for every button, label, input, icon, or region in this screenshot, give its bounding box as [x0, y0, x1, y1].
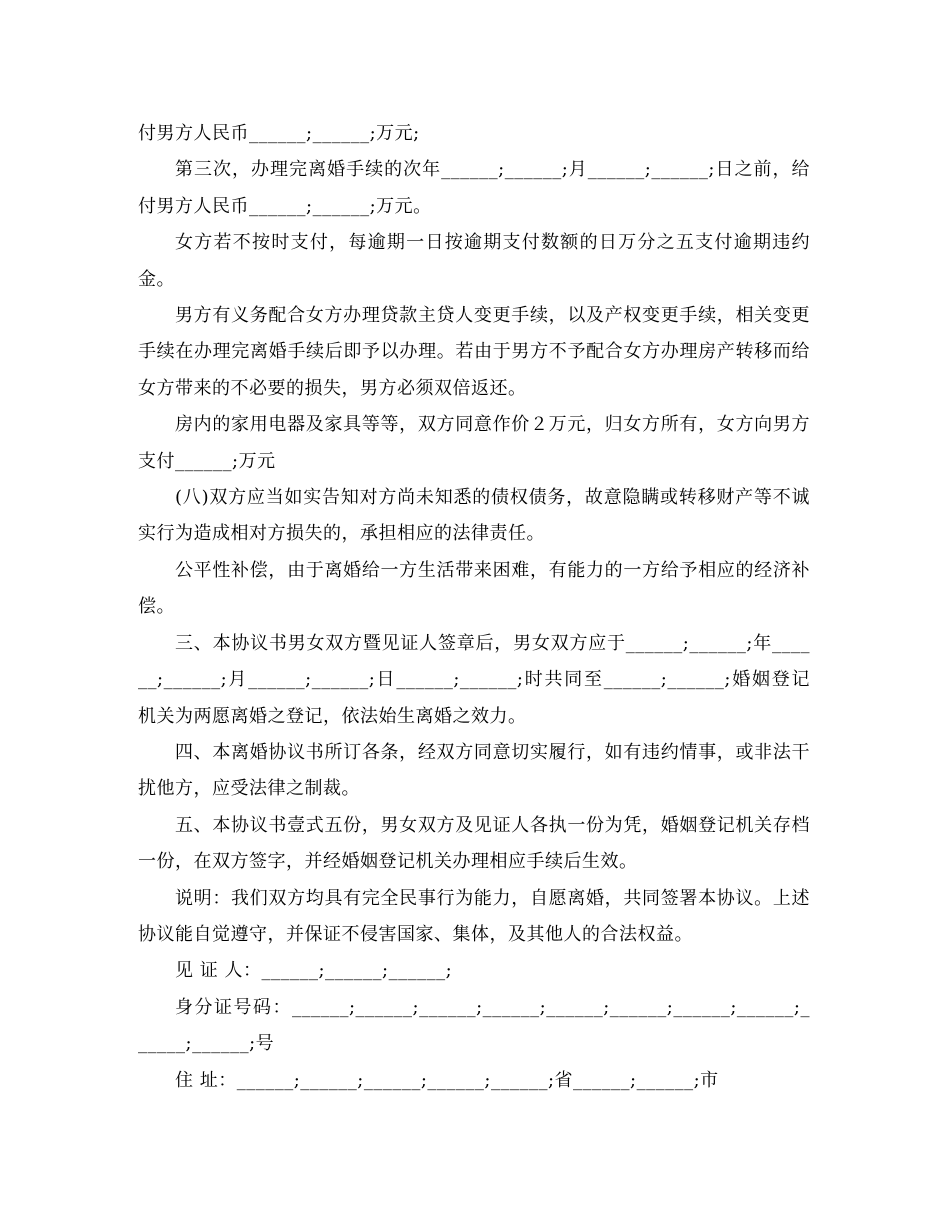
paragraph-payment-third: 第三次，办理完离婚手续的次年______;______;月______;______;日之前，给付男方人民币______;______;万元。 — [138, 159, 810, 217]
paragraph-loan-transfer: 男方有义务配合女方办理贷款主贷人变更手续，以及产权变更手续，相关变更手续在办理完离婚手续后即予以办理。若由于男方不予配合女方办理房产转移而给女方带来的不必要的损失，男方必须双倍返还。 — [138, 305, 810, 399]
address-line: 住 址：______;______;______;______;______;省______;______;市 — [175, 1069, 719, 1091]
witness-line: 见 证 人：______;______;______; — [175, 960, 453, 982]
id-number-line: 身分证号码：______;______;______;______;______;______;______;______;______;______;号 — [138, 996, 810, 1055]
paragraph-statement: 说明：我们双方均具有完全民事行为能力，自愿离婚，共同签署本协议。上述协议能自觉遵守，并保证不侵害国家、集体，及其他人的合法权益。 — [138, 887, 810, 945]
document-body — [138, 116, 810, 1099]
paragraph-clause-three: 三、本协议书男女双方暨见证人签章后，男女双方应于______;______;年______;______;月______;______;日______;______;时共同至______;______;婚姻登记机关为两愿离婚之登记，依法始生离婚之效力。 — [138, 632, 810, 727]
paragraph-appliances-furniture: 房内的家用电器及家具等等，双方同意作价２万元，归女方所有，女方向男方支付______;万元 — [138, 414, 810, 472]
paragraph-late-penalty: 女方若不按时支付，每逾期一日按逾期支付数额的日万分之五支付逾期违约金。 — [138, 232, 810, 290]
paragraph-compensation: 公平性补偿，由于离婚给一方生活带来困难，有能力的一方给予相应的经济补偿。 — [138, 559, 810, 618]
paragraph-clause-five: 五、本协议书壹式五份，男女双方及见证人各执一份为凭，婚姻登记机关存档一份，在双方签字，并经婚姻登记机关办理相应手续后生效。 — [138, 814, 810, 873]
paragraph-debts-disclosure: (八)双方应当如实告知对方尚未知悉的债权债务，故意隐瞒或转移财产等不诚实行为造成相对方损失的，承担相应的法律责任。 — [138, 487, 810, 545]
paragraph-clause-four: 四、本离婚协议书所订各条，经双方同意切实履行，如有违约情事，或非法干扰他方，应受法律之制裁。 — [138, 741, 810, 800]
paragraph-payment-second-tail: 付男方人民币______;______;万元; — [138, 123, 420, 144]
